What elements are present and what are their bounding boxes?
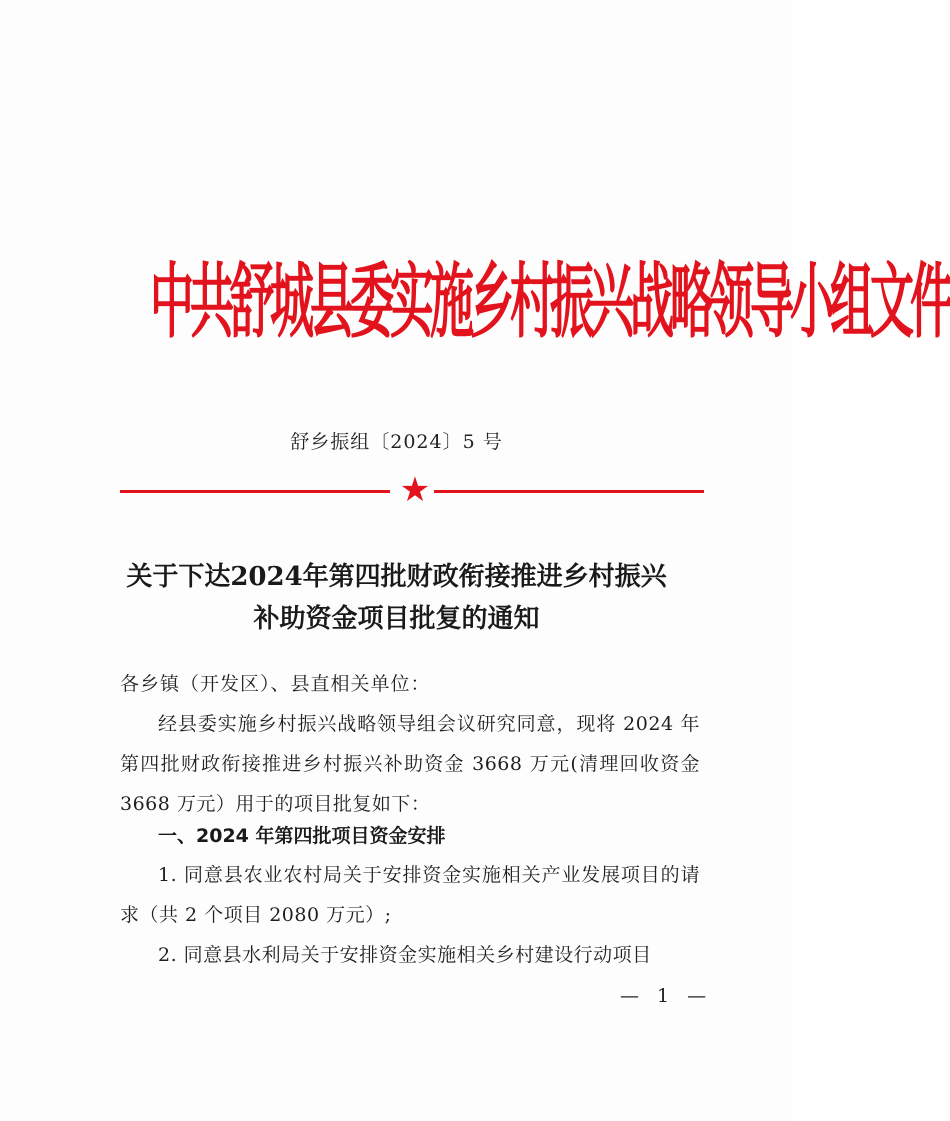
divider-line-right [434,490,704,493]
star-icon: ★ [399,470,431,510]
title-line-1: 关于下达2024年第四批财政衔接推进乡村振兴 [126,562,667,592]
document-number: 舒乡振组〔2024〕5 号 [290,431,503,453]
paragraph-intro: 经县委实施乡村振兴战略领导组会议研究同意，现将 2024 年第四批财政衔接推进乡村振兴补助资金 3668 万元(清理回收资金 3668 万元）用于的项目批复如下： [120,713,700,815]
divider-line-left [120,490,390,493]
list-item-2: 2. 同意县水利局关于安排资金实施相关乡村建设行动项目 [158,944,652,966]
recipients: 各乡镇（开发区）、县直相关单位： [120,673,431,695]
red-divider [120,470,704,510]
list-item-1: 1. 同意县农业农村局关于安排资金实施相关产业发展项目的请求（共 2 个项目 2080 万元）; [120,864,700,926]
issuer-title: 中共舒城县委实施乡村振兴战略领导小组文件 [150,255,950,350]
document-title [0,556,793,640]
title-line-2: 补助资金项目批复的通知 [253,604,540,634]
section-heading-1: 一、2024 年第四批项目资金安排 [158,825,446,847]
page-number: — 1 — [620,985,713,1007]
